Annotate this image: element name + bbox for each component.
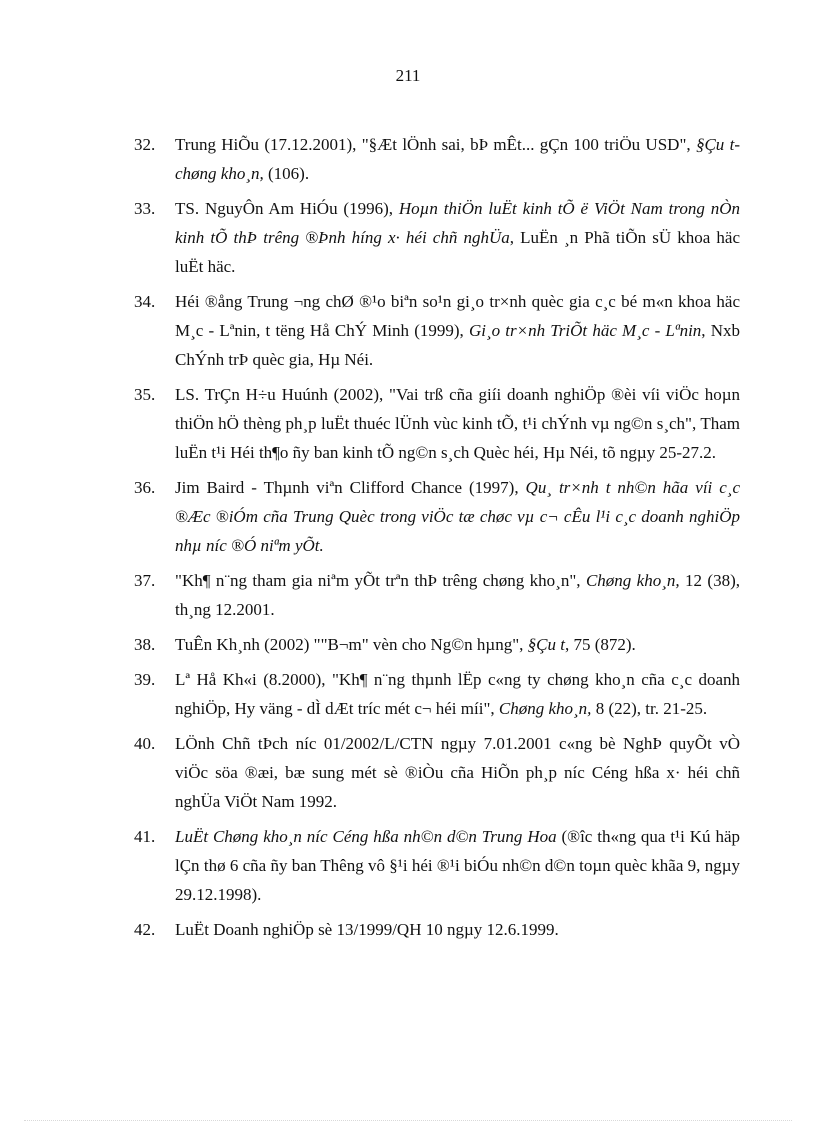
reference-list [134, 130, 740, 950]
reference-text [175, 287, 740, 374]
reference-text [175, 473, 740, 560]
reference-number: 39. [134, 670, 156, 689]
reference-item [134, 287, 740, 374]
reference-number: 37. [134, 571, 156, 590]
reference-text [175, 130, 740, 188]
reference-text-segment: , Nxb ChÝnh trÞ quèc gia, Hµ Néi. [175, 321, 740, 369]
reference-text-segment: , 75 (872). [564, 635, 636, 654]
reference-text-segment: (106). [263, 164, 310, 183]
page-number: 211 [395, 66, 421, 85]
reference-item [134, 194, 740, 281]
reference-title-italic: Hoµn thiÖn luËt kinh tÕ ë ViÖt Nam trong nÒn kinh tÕ thÞ trêng ®Þnh híng x· héi chñ nghÜa [175, 199, 740, 247]
reference-item [134, 380, 740, 467]
reference-number: 36. [134, 478, 156, 497]
reference-text-segment: LÖnh Chñ tÞch níc 01/2002/L/CTN ngµy 7.01.2001 c«ng bè NghÞ quyÕt vÒ viÖc söa ®æi, bæ sung mét sè ®iÒu cña HiÕn ph¸p níc Céng hßa x· héi chñ nghÜa ViÖt Nam 1992. [175, 734, 740, 811]
reference-item [134, 822, 740, 909]
reference-title-italic: Chøng kho¸n, [585, 571, 680, 590]
reference-text-segment: , LuËn ¸n Phã tiÕn sÜ khoa häc luËt häc. [175, 228, 740, 276]
reference-number: 32. [134, 135, 156, 154]
reference-number: 41. [134, 827, 156, 846]
reference-text-segment: Lª Hå Kh«i (8.2000), "Kh¶ n¨ng thµnh lËp c«ng ty chøng kho¸n cña c¸c doanh nghiÖp, Hy väng - dÌ dÆt tríc mét c¬ héi míi", [175, 670, 740, 718]
reference-number: 35. [134, 385, 156, 404]
reference-item [134, 665, 740, 723]
reference-number: 33. [134, 199, 156, 218]
reference-title-italic: Gi¸o tr×nh TriÕt häc M¸c - Lªnin [468, 321, 702, 340]
reference-title-italic: §Çu t [527, 635, 565, 654]
reference-text [175, 729, 740, 816]
reference-text [175, 194, 740, 281]
reference-text-segment: TS. NguyÔn Am HiÓu (1996), [175, 199, 399, 218]
reference-number: 38. [134, 635, 156, 654]
page-bottom-divider [24, 1120, 792, 1121]
reference-title-italic: §Çu t chøng kho¸n, [175, 135, 741, 183]
reference-title-italic: Chøng kho¸n, [498, 699, 592, 718]
reference-title-italic: LuËt Chøng kho¸n níc Céng hßa nh©n d©n Trung Hoa [175, 827, 557, 846]
reference-text-segment: "Kh¶ n¨ng tham gia niªm yÕt trªn thÞ trêng chøng kho¸n", [175, 571, 586, 590]
reference-text-segment: LuËt Doanh nghiÖp sè 13/1999/QH 10 ngµy 12.6.1999. [175, 920, 559, 939]
reference-text-segment: Héi ®ång Trung ¬ng chØ ®¹o biªn so¹n gi¸o tr×nh quèc gia c¸c bé m«n khoa häc M¸c - Lªnin, t tëng Hå ChÝ Minh (1999), [175, 292, 740, 340]
reference-item [134, 729, 740, 816]
reference-item [134, 473, 740, 560]
reference-number: 42. [134, 920, 156, 939]
reference-text [175, 822, 740, 909]
reference-item [134, 915, 740, 944]
reference-item [134, 566, 740, 624]
reference-text [175, 630, 740, 659]
reference-item [134, 130, 740, 188]
reference-text-segment: Jim Baird - Thµnh viªn Clifford Chance (1997), [175, 478, 526, 497]
reference-text [175, 380, 740, 467]
reference-title-italic: Qu¸ tr×nh t nh©n hãa víi c¸c ®Æc ®iÓm cña Trung Quèc trong viÖc tæ chøc vµ c¬ cÊu l¹i c¸c doanh nghiÖp nhµ níc ®Ó niªm yÕt. [175, 478, 740, 555]
reference-text [175, 665, 740, 723]
reference-text-segment: Trung HiÕu (17.12.2001), "§Æt lÖnh sai, bÞ mÊt... gÇn 100 triÖu USD", [175, 135, 696, 154]
reference-text-segment: (®îc th«ng qua t¹i Kú häp lÇn thø 6 cña ñy ban Thêng vô §¹i héi ®¹i biÓu nh©n d©n toµn quèc khãa 9, ngµy 29.12.1998). [175, 827, 740, 904]
reference-number: 40. [134, 734, 156, 753]
reference-item [134, 630, 740, 659]
reference-text-segment: LS. TrÇn H÷u Huúnh (2002), "Vai trß cña giíi doanh nghiÖp ®èi víi viÖc hoµn thiÖn hÖ thèng ph¸p luËt thuéc lÜnh vùc kinh tÕ, t¹i chÝnh vµ ng©n s¸ch", Tham luËn t¹i Héi th¶o ñy ban kinh tÕ ng©n s¸ch Quèc héi, Hµ Néi, tõ ngµy 25-27.2. [175, 385, 740, 462]
reference-text [175, 566, 740, 624]
reference-text-segment: 12 (38), th¸ng 12.2001. [175, 571, 741, 619]
reference-text-segment: TuÊn Kh¸nh (2002) ""B¬m" vèn cho Ng©n hµng", [175, 635, 528, 654]
reference-text-segment: 8 (22), tr. 21-25. [591, 699, 708, 718]
reference-number: 34. [134, 292, 156, 311]
reference-text [175, 915, 740, 944]
